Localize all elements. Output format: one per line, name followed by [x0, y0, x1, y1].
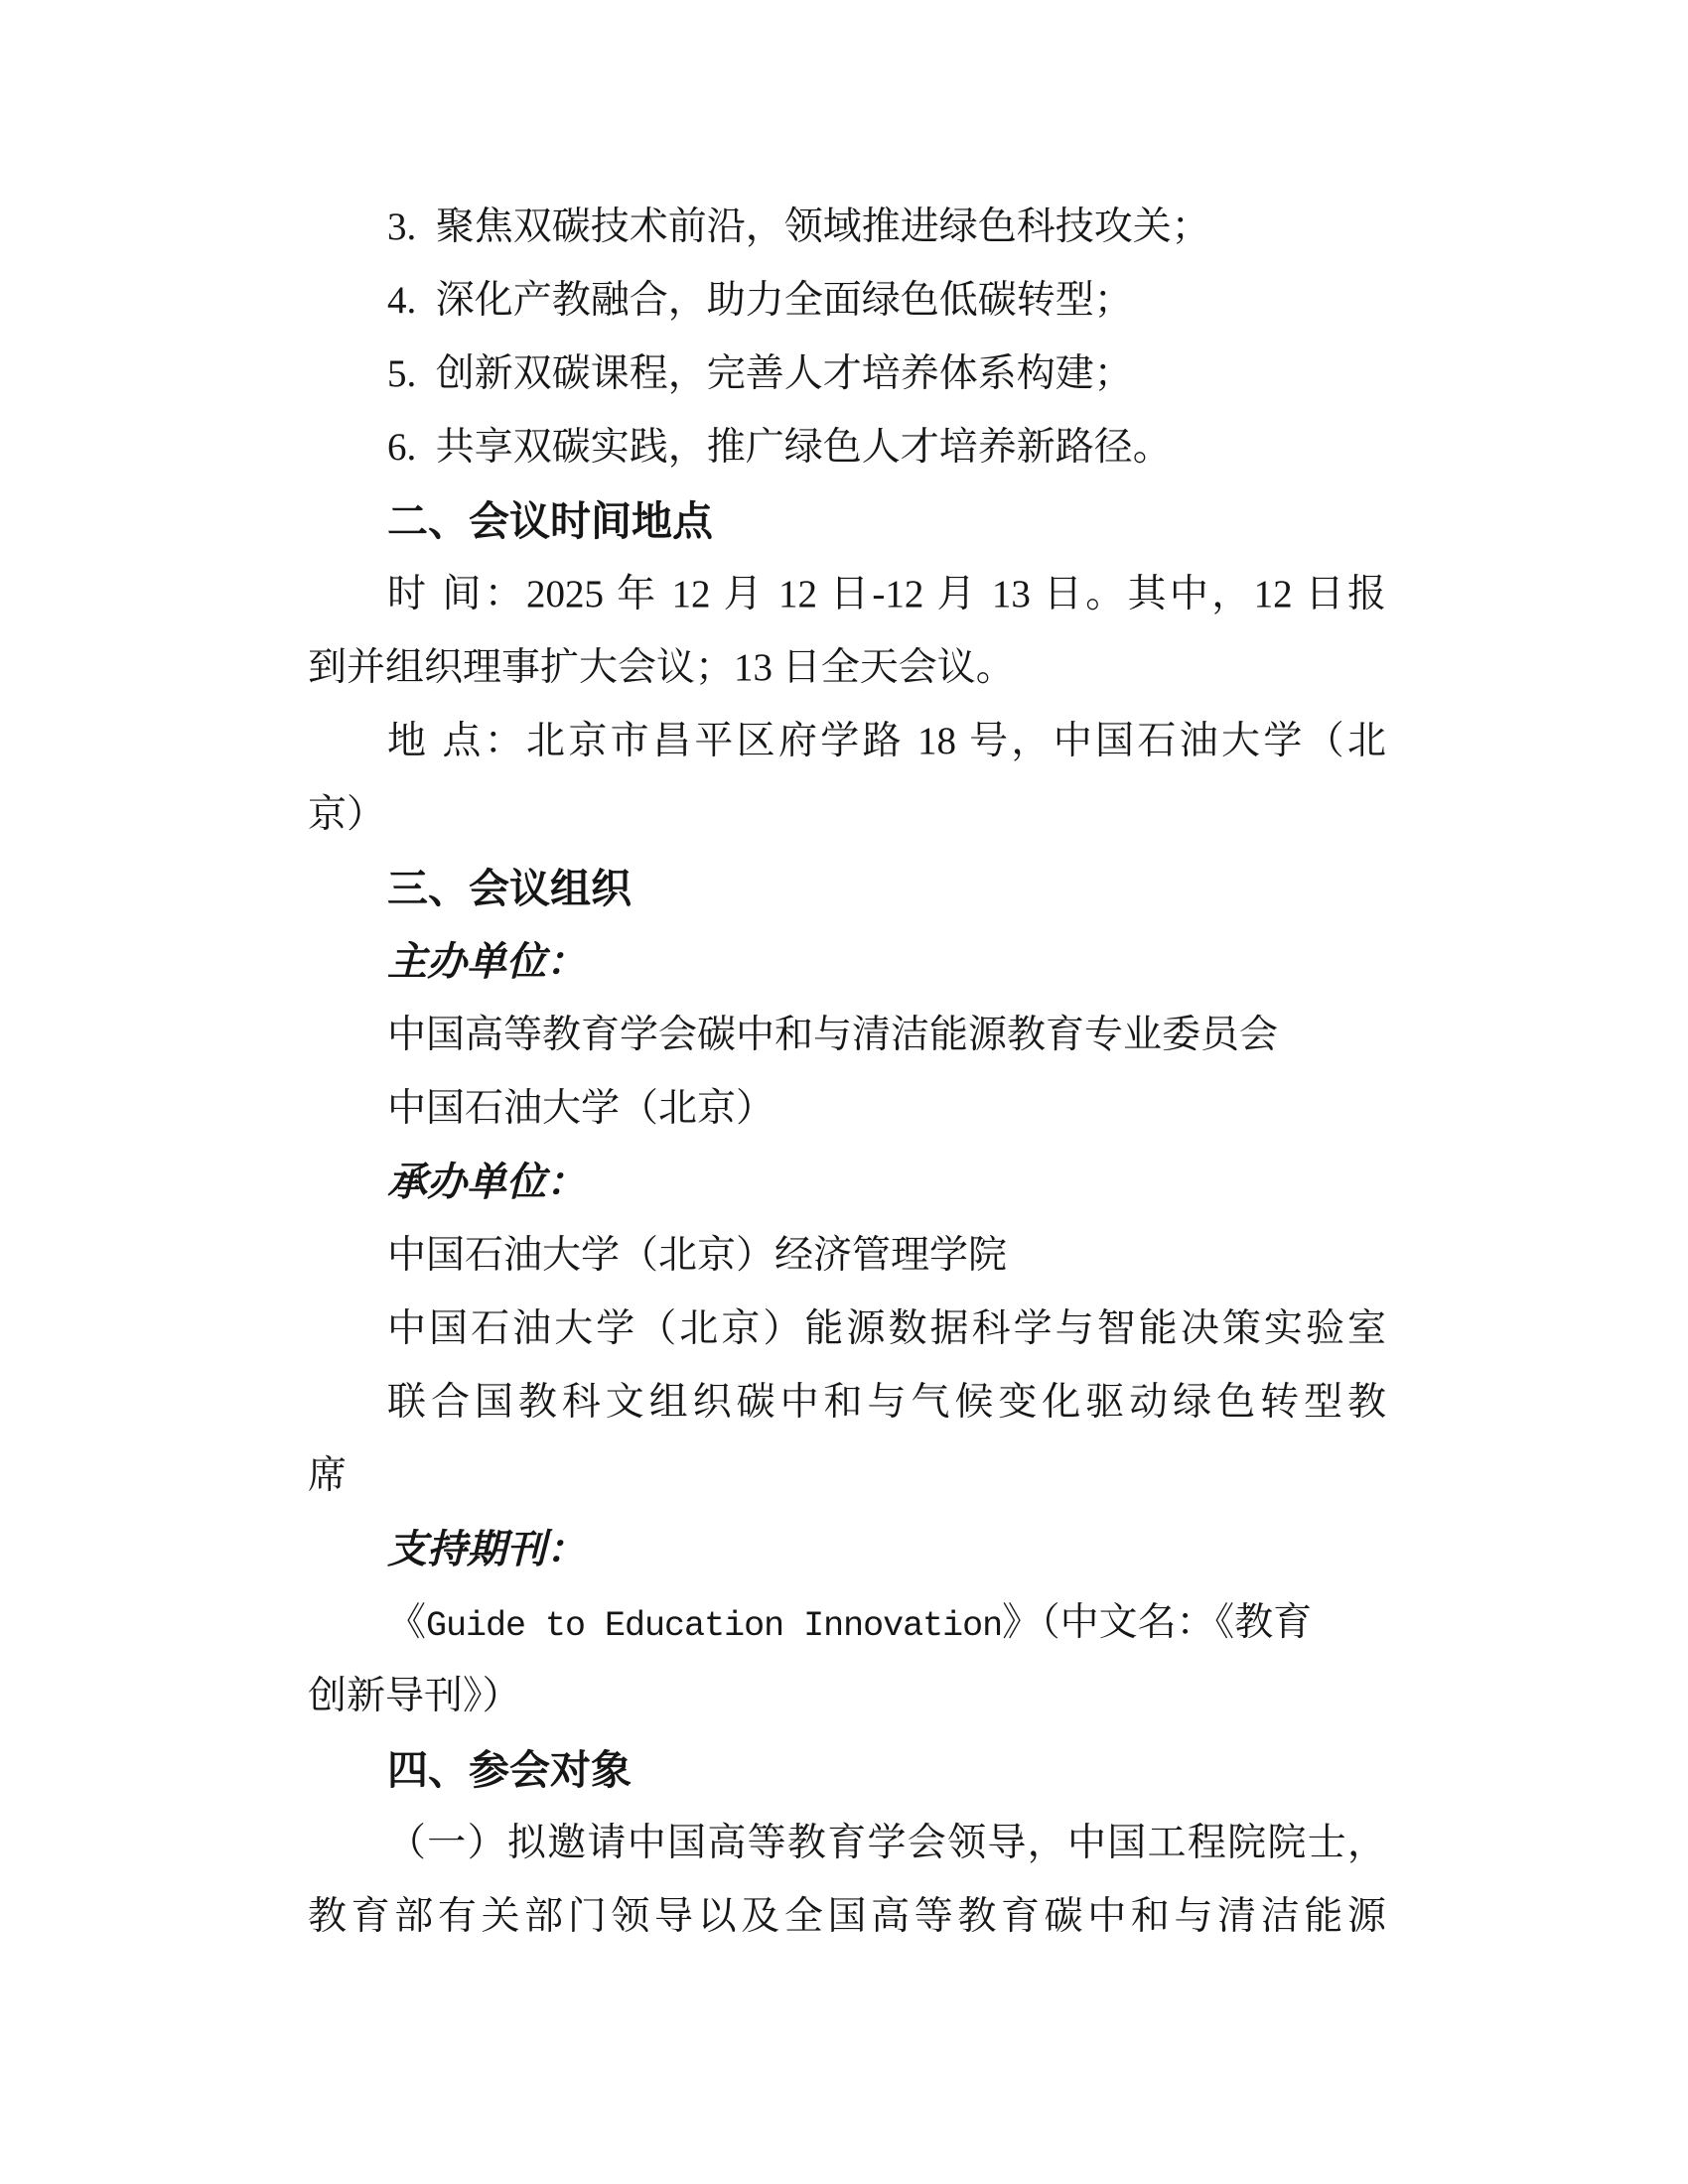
- supporting-journal-label: 支持期刊：: [387, 1527, 586, 1571]
- journal-name-continued: 创新导刊》）: [308, 1675, 521, 1717]
- place-line-continued: 京）: [308, 793, 386, 836]
- host-unit: 中国高等教育学会碳中和与清洁能源教育专业委员会: [387, 1014, 1279, 1056]
- time-line: 时 间：2025 年 12 月 12 日-12 月 13 日。其中，12 日报: [387, 573, 1386, 615]
- section-heading-organization: 三、会议组织: [387, 866, 632, 911]
- time-line-continued: 到并组织理事扩大会议；13 日全天会议。: [308, 646, 1015, 689]
- participants-line-continued: 教育部有关部门领导以及全国高等教育碳中和与清洁能源: [308, 1895, 1386, 1938]
- agenda-item-4: 4. 深化产教融合，助力全面绿色低碳转型；: [387, 279, 1133, 322]
- agenda-item-3: 3. 聚焦双碳技术前沿，领域推进绿色科技攻关；: [387, 205, 1210, 248]
- participants-line: （一）拟邀请中国高等教育学会领导，中国工程院院士，: [387, 1822, 1386, 1864]
- journal-name-suffix: 》（中文名：《教育: [1002, 1601, 1313, 1644]
- section-heading-time-location: 二、会议时间地点: [387, 498, 713, 544]
- journal-name-latin: Guide to Education Innovation: [426, 1606, 1003, 1646]
- agenda-item-6: 6. 共享双碳实践，推广绿色人才培养新路径。: [387, 426, 1172, 469]
- host-units-label: 主办单位：: [387, 939, 586, 984]
- organizer-units-label: 承办单位：: [387, 1160, 586, 1204]
- agenda-item-5: 5. 创新双碳课程，完善人才培养体系构建；: [387, 352, 1133, 395]
- organizer-unit-continued: 席: [308, 1454, 348, 1497]
- journal-name-line: [308, 1586, 1386, 1660]
- journal-name-open-quote: 《: [387, 1601, 427, 1644]
- place-line: 地 点：北京市昌平区府学路 18 号，中国石油大学（北: [387, 720, 1386, 762]
- organizer-unit: 联合国教科文组织碳中和与气候变化驱动绿色转型教: [387, 1381, 1386, 1424]
- document-content: [308, 191, 1386, 1954]
- organizer-unit: 中国石油大学（北京）能源数据科学与智能决策实验室: [387, 1307, 1386, 1350]
- organizer-unit: 中国石油大学（北京）经济管理学院: [387, 1234, 1008, 1277]
- host-unit: 中国石油大学（北京）: [387, 1087, 775, 1130]
- section-heading-participants: 四、参会对象: [387, 1747, 632, 1793]
